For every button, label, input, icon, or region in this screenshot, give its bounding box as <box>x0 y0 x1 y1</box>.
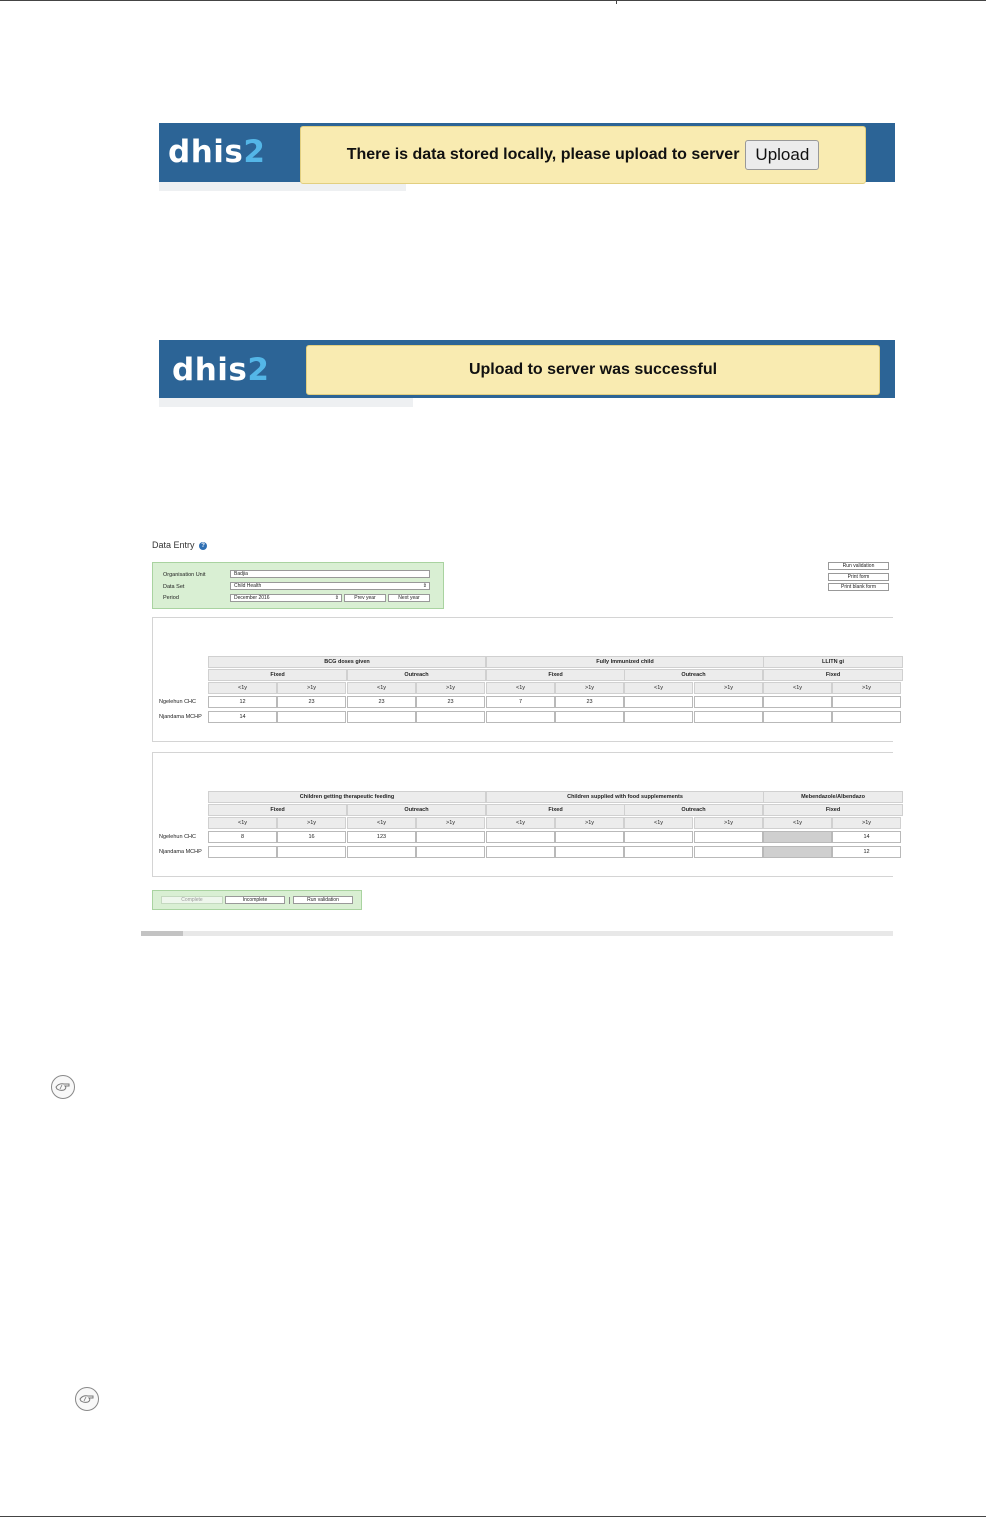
data-value-input[interactable] <box>555 831 624 843</box>
dhis2-logo: dhis2 <box>168 134 266 170</box>
data-value-input[interactable]: 14 <box>208 711 277 723</box>
period-label: Period <box>163 595 179 601</box>
data-value-input[interactable] <box>347 711 416 723</box>
column-group-header: Mebendazole/Albendazo <box>763 791 903 803</box>
data-value-input[interactable]: 12 <box>208 696 277 708</box>
data-value-input[interactable]: 8 <box>208 831 277 843</box>
column-subgroup-header: Fixed <box>208 804 347 816</box>
header-underbar <box>159 398 413 407</box>
data-value-input[interactable] <box>624 696 693 708</box>
data-value-input[interactable] <box>277 711 346 723</box>
column-age-header: <1y <box>347 817 416 829</box>
column-age-header: <1y <box>347 682 416 694</box>
page-header-tick <box>616 0 617 4</box>
note-hand-icon <box>51 1075 75 1099</box>
data-value-input <box>763 846 832 858</box>
column-age-header: <1y <box>486 682 555 694</box>
data-value-input[interactable] <box>624 831 693 843</box>
data-value-input[interactable] <box>694 711 763 723</box>
data-entry-section-2 <box>152 752 893 877</box>
data-value-input[interactable] <box>763 696 832 708</box>
print-blank-form-button[interactable]: Print blank form <box>828 583 889 591</box>
completeness-box <box>152 890 362 910</box>
incomplete-button[interactable]: Incomplete <box>225 896 285 904</box>
data-value-input[interactable] <box>694 846 763 858</box>
column-subgroup-header: Fixed <box>486 669 625 681</box>
column-subgroup-header: Outreach <box>347 804 486 816</box>
column-group-header: LLITN gi <box>763 656 903 668</box>
data-value-input[interactable]: 23 <box>277 696 346 708</box>
column-age-header: >1y <box>694 817 763 829</box>
page-footer-rule <box>0 1516 986 1517</box>
column-age-header: <1y <box>624 817 693 829</box>
column-group-header: BCG doses given <box>208 656 486 668</box>
column-subgroup-header: Fixed <box>208 669 347 681</box>
upload-button[interactable]: Upload <box>745 140 819 170</box>
row-org-unit-label: Njandama MCHP <box>159 849 202 855</box>
data-value-input[interactable]: 23 <box>555 696 624 708</box>
column-age-header: >1y <box>832 682 901 694</box>
data-value-input[interactable]: 7 <box>486 696 555 708</box>
org-unit-label: Organisation Unit <box>163 572 206 578</box>
column-age-header: >1y <box>555 682 624 694</box>
data-value-input[interactable] <box>555 846 624 858</box>
column-age-header: >1y <box>277 682 346 694</box>
dhis2-logo: dhis2 <box>172 352 270 388</box>
column-age-header: >1y <box>416 817 485 829</box>
column-age-header: <1y <box>624 682 693 694</box>
column-age-header: >1y <box>416 682 485 694</box>
data-value-input[interactable]: 12 <box>832 846 901 858</box>
column-age-header: >1y <box>694 682 763 694</box>
column-age-header: >1y <box>832 817 901 829</box>
data-entry-section-1 <box>152 617 893 742</box>
data-value-input[interactable] <box>624 846 693 858</box>
data-value-input[interactable]: 23 <box>416 696 485 708</box>
row-org-unit-label: Njandama MCHP <box>159 714 202 720</box>
prev-year-button[interactable]: Prev year <box>344 594 386 602</box>
offline-data-notice <box>300 126 866 184</box>
upload-success-notice <box>306 345 880 395</box>
print-form-button[interactable]: Print form <box>828 573 889 581</box>
run-validation-button-bottom[interactable]: Run validation <box>293 896 353 904</box>
column-subgroup-header: Outreach <box>347 669 486 681</box>
notice-message: Upload to server was successful <box>468 361 718 378</box>
button-divider <box>289 897 290 904</box>
data-value-input[interactable] <box>832 711 901 723</box>
column-age-header: >1y <box>277 817 346 829</box>
column-group-header: Children getting therapeutic feeding <box>208 791 486 803</box>
column-subgroup-header: Fixed <box>763 669 903 681</box>
dhis2-header-banner-success <box>159 340 895 398</box>
column-age-header: <1y <box>763 682 832 694</box>
column-group-header: Fully Immunized child <box>486 656 764 668</box>
select-arrow-icon: ⇕ <box>334 595 339 601</box>
data-value-input[interactable] <box>486 846 555 858</box>
column-subgroup-header: Fixed <box>763 804 903 816</box>
scrollbar-thumb[interactable] <box>141 931 183 936</box>
column-age-header: <1y <box>208 817 277 829</box>
dataset-label: Data Set <box>163 584 185 590</box>
column-subgroup-header: Fixed <box>486 804 625 816</box>
data-value-input[interactable] <box>486 711 555 723</box>
note-hand-icon <box>75 1387 99 1411</box>
complete-button[interactable]: Complete <box>161 896 223 904</box>
column-age-header: <1y <box>486 817 555 829</box>
data-value-input[interactable] <box>347 846 416 858</box>
data-value-input[interactable] <box>416 846 485 858</box>
org-unit-field[interactable]: Badjia <box>230 570 430 578</box>
data-entry-selection-box <box>152 562 444 609</box>
horizontal-scrollbar[interactable] <box>141 931 893 936</box>
column-age-header: >1y <box>555 817 624 829</box>
next-year-button[interactable]: Next year <box>388 594 430 602</box>
data-value-input[interactable] <box>694 696 763 708</box>
column-age-header: <1y <box>208 682 277 694</box>
page-header-rule <box>0 0 986 1</box>
data-value-input[interactable] <box>416 711 485 723</box>
data-value-input[interactable] <box>624 711 693 723</box>
select-arrow-icon: ⇕ <box>422 583 427 589</box>
data-value-input[interactable] <box>763 711 832 723</box>
data-value-input[interactable]: 23 <box>347 696 416 708</box>
period-select[interactable]: December 2016 ⇕ <box>230 594 342 602</box>
row-org-unit-label: Ngelehun CHC <box>159 699 196 705</box>
dataset-select[interactable]: Child Health ⇕ <box>230 582 430 590</box>
data-value-input[interactable] <box>694 831 763 843</box>
column-subgroup-header: Outreach <box>624 804 763 816</box>
data-value-input[interactable] <box>832 696 901 708</box>
row-org-unit-label: Ngelehun CHC <box>159 834 196 840</box>
data-value-input[interactable] <box>555 711 624 723</box>
data-value-input[interactable] <box>277 846 346 858</box>
data-value-input[interactable] <box>486 831 555 843</box>
page-title: Data Entry ? <box>152 540 207 550</box>
column-age-header: <1y <box>763 817 832 829</box>
column-group-header: Children supplied with food supplemements <box>486 791 764 803</box>
data-value-input[interactable]: 16 <box>277 831 346 843</box>
column-subgroup-header: Outreach <box>624 669 763 681</box>
data-value-input[interactable] <box>416 831 485 843</box>
notice-message: There is data stored locally, please upload to server <box>346 146 740 163</box>
data-value-input <box>763 831 832 843</box>
data-value-input[interactable] <box>208 846 277 858</box>
data-value-input[interactable]: 14 <box>832 831 901 843</box>
dhis2-header-banner-offline <box>159 123 895 182</box>
question-circle-icon[interactable]: ? <box>199 542 207 550</box>
run-validation-button[interactable]: Run validation <box>828 562 889 570</box>
data-value-input[interactable]: 123 <box>347 831 416 843</box>
